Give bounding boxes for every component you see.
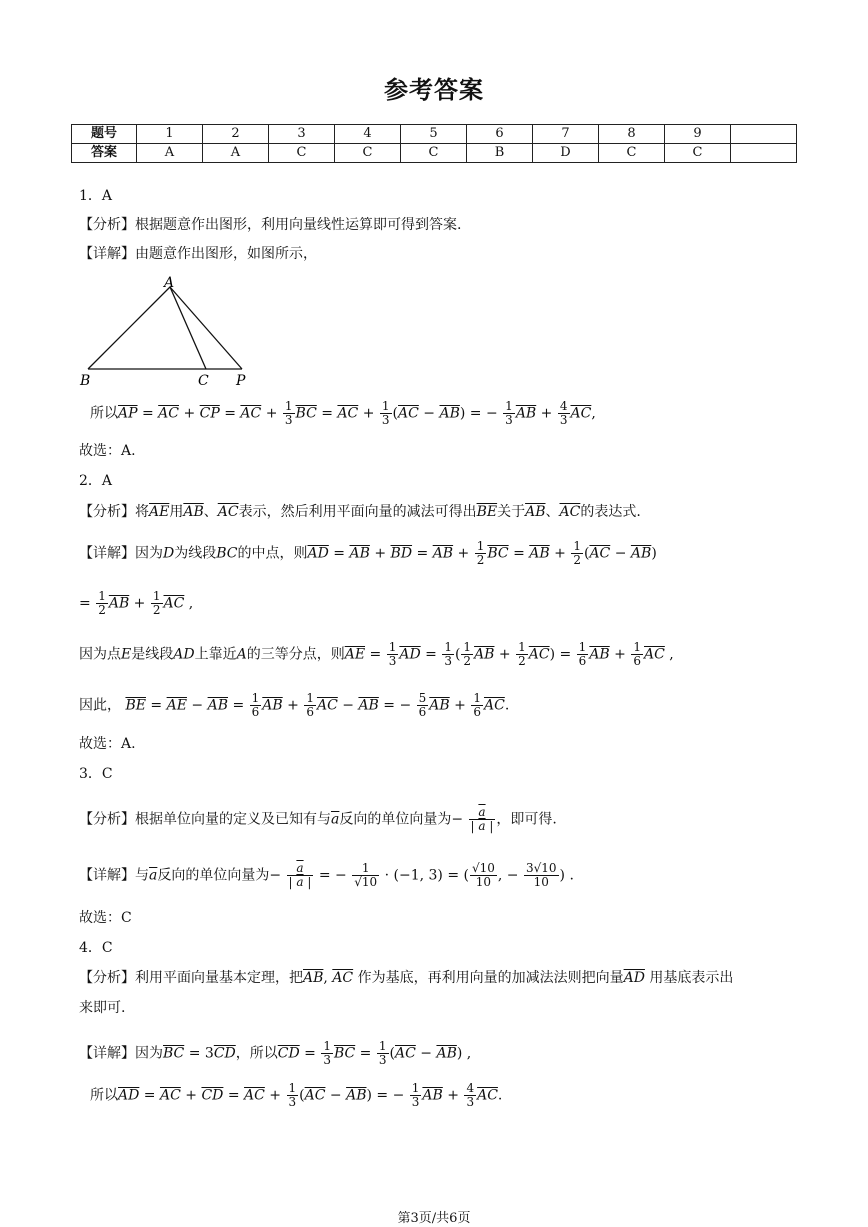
table-cell: 9 xyxy=(665,125,731,144)
q1-detail: 【详解】由题意作出图形，如图所示， xyxy=(79,246,317,262)
q4-detail: 【详解】因为$\overline{BC} = 3\overline{CD}$，所以$\overline{CD}$ = $\frac{1}{3}$ $\overline{BC}$ = $\frac{1}{3}$ $(\overline{AC} - \overline{AB})$ , xyxy=(79,1039,472,1067)
q2-line3: 因为点E是线段AD上靠近A的三等分点，则$\overline{AE}$ = $\frac{1}{3}$ $\overline{AD}$ = $\frac{1}{3}$ ( $\frac{1}{2}$ $\overline{AB}$ + $\frac{1}{2}$ $\overline{AC}$) = $\frac{1}{6}$ $\overline{AB}$ + $\frac{1}{6}$ $\overline{AC}$ , xyxy=(79,640,674,668)
text-span: 作为基底，再利用向量的加减法法则把向量 xyxy=(357,970,624,986)
table-cell: C xyxy=(401,144,467,163)
text-span: 关于 xyxy=(497,504,526,520)
table-cell: 1 xyxy=(137,125,203,144)
q1-result: 故选：A. xyxy=(79,443,136,459)
table-cell xyxy=(731,125,797,144)
table-cell: 2 xyxy=(203,125,269,144)
formula-prefix: 所以 xyxy=(90,1087,118,1104)
label-c: C xyxy=(198,373,209,389)
q3-detail: 【详解】与$\overline{a}$反向的单位向量为− $\frac{\overline{a}}{| \overline{a} |}$ = − $\frac{1}{√10}$ · (−1, 3) = ( $\frac{√10}{10}$ , − $\frac{3√10}{10}$ ) . xyxy=(79,861,574,889)
text-span: 【分析】利用平面向量基本定理，把 xyxy=(79,970,303,986)
text-span: 的三等分点，则 xyxy=(246,646,345,663)
text-span: 【详解】与 xyxy=(79,867,149,884)
text-span: 的中点，则 xyxy=(237,545,308,562)
page-title: 参考答案 xyxy=(384,76,484,104)
q2-line4: 因此， $\overline{BE} = \overline{AE} - \overline{AB}$ = $\frac{1}{6}$ $\overline{AB}$ + $\frac{1}{6}$ $\overline{AC} - \overline{AB}$ = − $\frac{5}{6}$ $\overline{AB}$ + $\frac{1}{6}$ $\overline{AC}$. xyxy=(79,691,510,719)
q2-head: 2．A xyxy=(79,473,113,489)
text-span: 表示，然后利用平面向量的减法可得出 xyxy=(238,504,477,520)
table-cell: C xyxy=(335,144,401,163)
table-row xyxy=(72,125,797,144)
table-cell: C xyxy=(269,144,335,163)
table-cell: A xyxy=(203,144,269,163)
label-b: B xyxy=(80,373,91,389)
q2-result: 故选：A. xyxy=(79,736,136,752)
table-cell: 3 xyxy=(269,125,335,144)
q4-head: 4．C xyxy=(79,940,113,956)
answer-table xyxy=(71,124,797,163)
formula-prefix: 所以 xyxy=(90,405,118,422)
text-span: 用 xyxy=(169,504,184,520)
table-row xyxy=(72,144,797,163)
row-label-answer: 答案 xyxy=(72,144,137,163)
text-span: 因此， xyxy=(79,697,121,714)
table-cell: 5 xyxy=(401,125,467,144)
text-span: 上靠近 xyxy=(194,646,237,663)
text-span: 、 xyxy=(203,504,218,520)
label-p: P xyxy=(236,373,246,389)
q1-analysis: 【分析】根据题意作出图形，利用向量线性运算即可得到答案. xyxy=(79,217,462,233)
table-cell: 4 xyxy=(335,125,401,144)
text-span: 【分析】根据单位向量的定义及已知有与 xyxy=(79,811,331,828)
q3-head: 3．C xyxy=(79,766,113,782)
text-span: ，所以 xyxy=(235,1045,278,1062)
text-span: 、 xyxy=(545,504,560,520)
table-cell: 7 xyxy=(533,125,599,144)
text-span: 是线段 xyxy=(131,646,174,663)
q3-result: 故选：C xyxy=(79,910,132,926)
table-cell: A xyxy=(137,144,203,163)
text-span: 【详解】因为 xyxy=(79,545,163,562)
table-cell: B xyxy=(467,144,533,163)
q4-analysis-cont: 来即可. xyxy=(79,1000,126,1016)
text-span: 【分析】将 xyxy=(79,504,149,520)
table-cell: 8 xyxy=(599,125,665,144)
q1-formula: 所以$\overline{AP} = \overline{AC} + \overline{CP} = \overline{AC}$ + $\frac{1}{3}$ $\overline{BC} = \overline{AC}$ + $\frac{1}{3}$ $(\overline{AC} - \overline{AB})$ = − $\frac{1}{3}$ $\overline{AB}$ + $\frac{4}{3}$ $\overline{AC}$, xyxy=(90,399,596,427)
table-cell: C xyxy=(665,144,731,163)
text-span: 【详解】因为 xyxy=(79,1045,163,1062)
text-span: 反向的单位向量为 xyxy=(339,811,452,828)
label-a: A xyxy=(164,275,175,291)
table-cell xyxy=(731,144,797,163)
table-cell: C xyxy=(599,144,665,163)
page-footer: 第3页/共6页 xyxy=(397,1211,471,1226)
text-span: ，即可得. xyxy=(496,811,557,828)
table-cell: 6 xyxy=(467,125,533,144)
text-span: 反向的单位向量为 xyxy=(157,867,270,884)
q3-analysis: 【分析】根据单位向量的定义及已知有与$\overline{a}$反向的单位向量为− $\frac{\overline{a}}{| \overline{a} |}$ ，即可得. xyxy=(79,805,557,833)
text-span: 因为点 xyxy=(79,646,121,663)
row-label-number: 题号 xyxy=(72,125,137,144)
triangle-figure xyxy=(78,275,258,390)
table-cell: D xyxy=(533,144,599,163)
q2-line2: = $\frac{1}{2}$ $\overline{AB}$ + $\frac{1}{2}$ $\overline{AC}$ , xyxy=(79,589,194,617)
q1-head: 1．A xyxy=(79,188,113,204)
q2-analysis: 【分析】将$\overline{AE}$用$\overline{AB}$、$\overline{AC}$表示，然后利用平面向量的减法可得出$\overline{BE}$关于$\overline{AB}$、$\overline{AC}$的表达式. xyxy=(79,504,641,520)
q2-detail: 【详解】因为D为线段BC的中点，则$\overline{AD} = \overline{AB} + \overline{BD} = \overline{AB}$ + $\frac{1}{2}$ $\overline{BC} = \overline{AB}$ + $\frac{1}{2}$ $(\overline{AC} - \overline{AB})$ xyxy=(79,539,657,567)
q4-formula: 所以$\overline{AD} = \overline{AC} + \overline{CD} = \overline{AC}$ + $\frac{1}{3}$ $(\overline{AC} - \overline{AB})$ = − $\frac{1}{3}$ $\overline{AB}$ + $\frac{4}{3}$ $\overline{AC}$. xyxy=(90,1081,503,1109)
text-span: 为线段 xyxy=(174,545,217,562)
text-span: 的表达式. xyxy=(580,504,641,520)
text-span: 用基底表示出 xyxy=(649,970,734,986)
q4-analysis: 【分析】利用平面向量基本定理，把$\overline{AB}$, $\overline{AC}$ 作为基底，再利用向量的加减法法则把向量$\overline{AD}$ 用基底表示出 xyxy=(79,970,734,986)
